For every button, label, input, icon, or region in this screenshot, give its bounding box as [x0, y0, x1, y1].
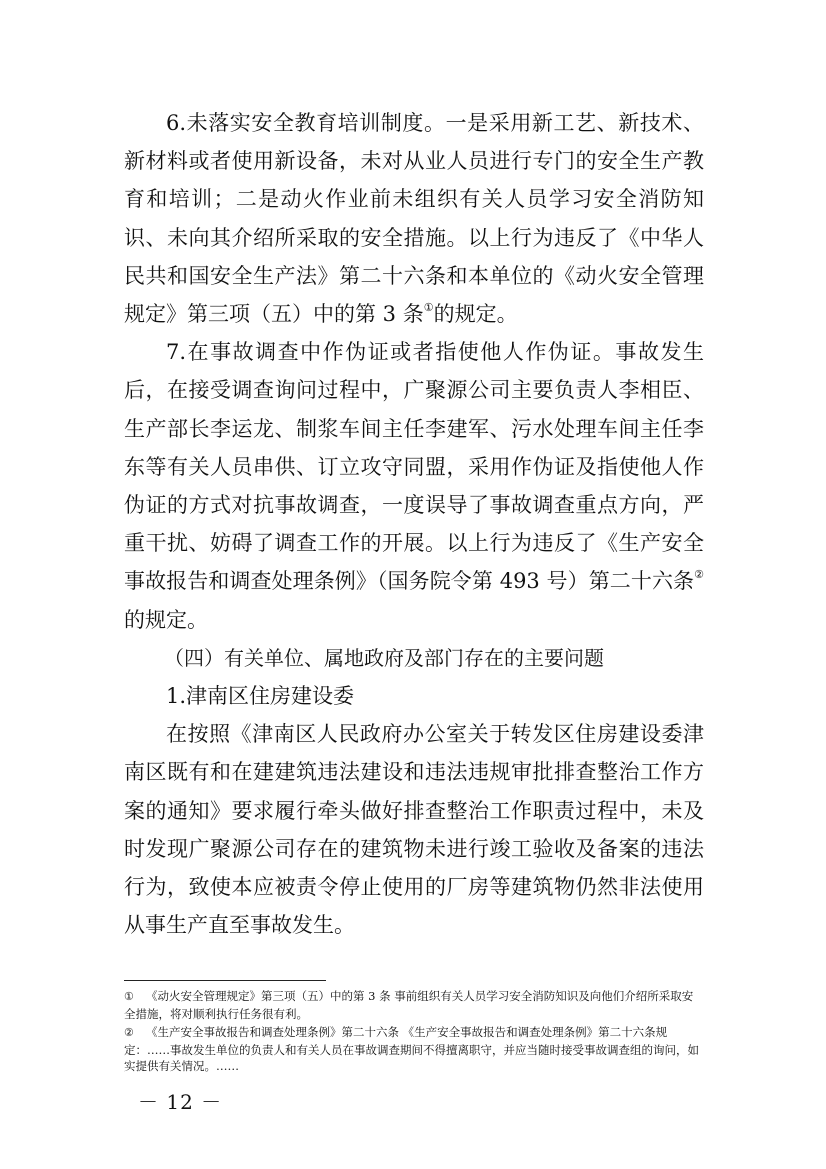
subsection-heading: 1.津南区住房建设委 — [166, 684, 355, 709]
footnote-mark: ② — [124, 1026, 134, 1039]
footnote-text: 《生产安全事故报告和调查处理条例》第二十六条 《生产安全事故报告和调查处理条例》第二十六条规定：……事故发生单位的负责人和有关人员在事故调查期间不得擅离职守，并应当随时接受事故调查组的询问，如实提供有关情况。…… — [124, 1025, 699, 1073]
body-text — [124, 104, 704, 944]
footnote-mark: ① — [124, 990, 134, 1003]
paragraph-item-6 — [124, 104, 704, 333]
paragraph-text-end: 的规定。 — [433, 302, 518, 327]
paragraph-text: 7.在事故调查中作伪证或者指使他人作伪证。事故发生后，在接受调查询问过程中，广聚源公司主要负责人李相臣、生产部长李运龙、制浆车间主任李建军、污水处理车间主任李东等有关人员串供、订立攻守同盟，采用作伪证及指使他人作伪证的方式对抗事故调查，一度误导了事故调查重点方向，严重干扰、妨碍了调查工作的开展。以上行为违反了《生产安全事故报告和调查处理条例》（国务院令第 493 号）第二十六条 — [124, 340, 704, 594]
footnote-reference[interactable]: ② — [694, 568, 704, 582]
closing-paragraph: 在按照《津南区人民政府办公室关于转发区住房建设委津南区既有和在建建筑违法建设和违法违规审批排查整治工作方案的通知》要求履行牵头做好排查整治工作职责过程中，未及时发现广聚源公司存在的建筑物未进行竣工验收及备案的违法行为，致使本应被责令停止使用的厂房等建筑物仍然非法使用从事生产直至事故发生。 — [124, 722, 704, 938]
footnote-reference[interactable]: ① — [423, 301, 434, 315]
page-number: － 12 － — [138, 1090, 223, 1114]
footnote-text: 《动火安全管理规定》第三项（五）中的第 3 条 事前组织有关人员学习安全消防知识及向他们介绍所采取安全措施，将对顺利执行任务很有利。 — [124, 989, 694, 1021]
section-heading: （四）有关单位、属地政府及部门存在的主要问题 — [164, 645, 604, 670]
paragraph-item-7 — [124, 333, 704, 639]
footnotes — [124, 988, 704, 1077]
footnote-item — [124, 988, 704, 1022]
paragraph-text: 6.未落实安全教育培训制度。一是采用新工艺、新技术、新材料或者使用新设备，未对从业人员进行专门的安全生产教育和培训；二是动火作业前未组织有关人员学习安全消防知识、未向其介绍所采取的安全措施。以上行为违反了《中华人民共和国安全生产法》第二十六条和本单位的《动火安全管理规定》第三项（五）中的第 3 条 — [124, 111, 704, 327]
footnote-item — [124, 1024, 704, 1075]
paragraph-text-end: 的规定。 — [124, 607, 208, 632]
footnote-divider — [124, 980, 326, 981]
